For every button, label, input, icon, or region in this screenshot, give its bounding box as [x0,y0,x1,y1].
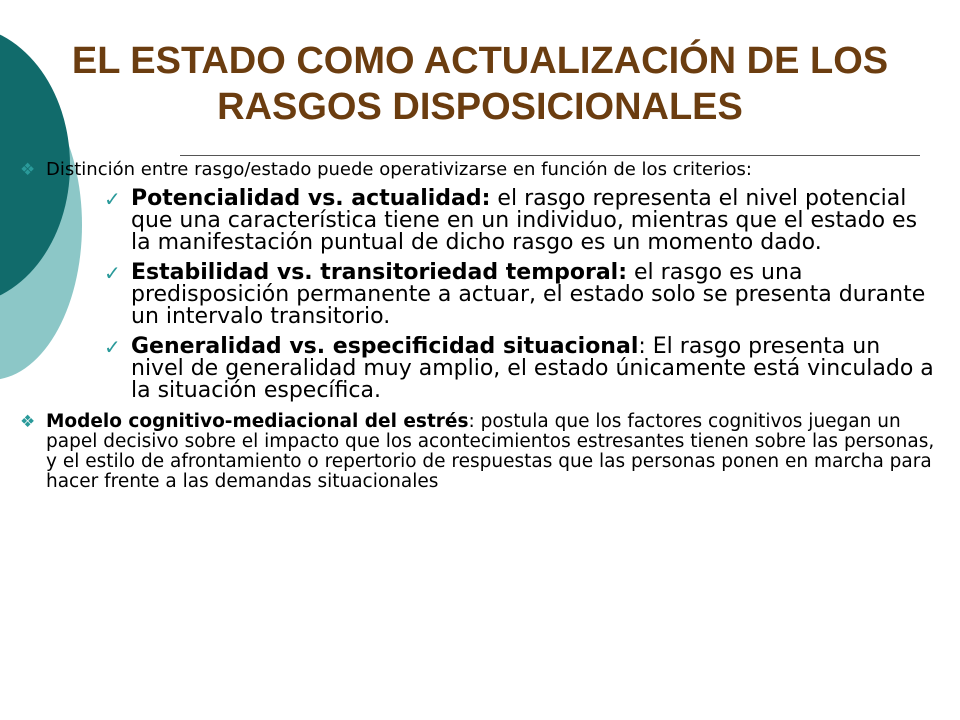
bullet-distincion [16,160,946,180]
criterion-term: Estabilidad vs. transitoriedad temporal: [131,260,628,285]
bullet-modelo [16,412,946,492]
criterion-term: Potencialidad vs. actualidad: [131,186,491,211]
criterion-text: el rasgo representa el nivel potencial que una característica tiene en un individuo, mientras que el estado es la manifestación puntual de dicho rasgo es un momento dado. [131,186,918,255]
checkmark-icon: ✓ [104,261,121,285]
diamond-bullet-icon: ❖ [20,412,36,432]
criterion-text: : El rasgo presenta un nivel de generalidad muy amplio, el estado únicamente está vinculado a la situación específica. [131,334,934,403]
checkmark-icon: ✓ [104,335,121,359]
slide-body [16,160,946,492]
criterion-item [104,188,934,254]
bullet-text: Distinción entre rasgo/estado puede operativizarse en función de los criterios: [46,159,752,180]
diamond-bullet-icon: ❖ [20,160,36,180]
bullet-text: : postula que los factores cognitivos juegan un papel decisivo sobre el impacto que los acontecimientos estresantes tienen sobre las personas, y el estilo de afrontamiento o repertorio de respuestas que las personas ponen en marcha para hacer frente a las demandas situacionales [46,411,935,492]
title-divider [180,155,920,156]
criterion-text: el rasgo es una predisposición permanente a actuar, el estado solo se presenta durante un intervalo transitorio. [131,260,926,329]
criteria-list [104,188,934,402]
slide-title: EL ESTADO COMO ACTUALIZACIÓN DE LOS RASGOS DISPOSICIONALES [71,40,889,128]
bullet-term: Modelo cognitivo-mediacional del estrés [46,411,469,432]
criterion-item [104,262,934,328]
checkmark-icon: ✓ [104,187,121,211]
criterion-item [104,336,934,402]
criterion-term: Generalidad vs. especificidad situacional [131,334,639,359]
